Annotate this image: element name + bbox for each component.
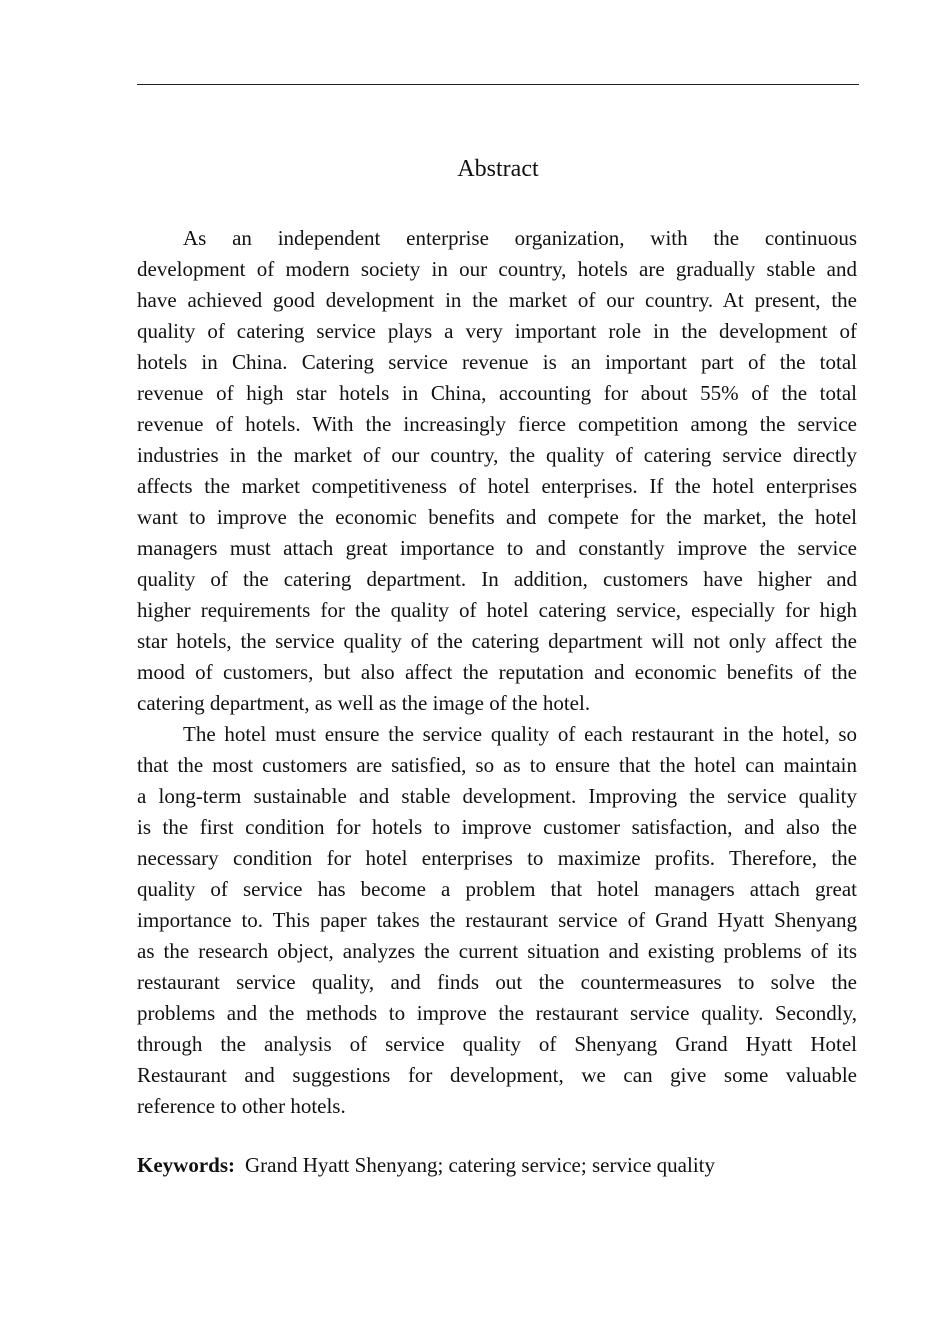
text-line: hotels in China. Catering service revenue is an important part of the total (137, 350, 857, 374)
text-line: a long-term sustainable and stable development. Improving the service quality (137, 784, 857, 808)
text-line: that the most customers are satisfied, so as to ensure that the hotel can maintain (137, 753, 857, 777)
text-line: The hotel must ensure the service quality of each restaurant in the hotel, so (183, 722, 857, 746)
text-line: higher requirements for the quality of hotel catering service, especially for high (137, 598, 857, 622)
text-line: affects the market competitiveness of hotel enterprises. If the hotel enterprises (137, 474, 857, 498)
text-line: star hotels, the service quality of the catering department will not only affect the (137, 629, 857, 653)
abstract-body (137, 223, 857, 1122)
text-line: development of modern society in our country, hotels are gradually stable and (137, 257, 857, 281)
paragraph (137, 223, 857, 719)
paragraph (137, 719, 857, 1122)
text-line: necessary condition for hotel enterprises to maximize profits. Therefore, the (137, 846, 857, 870)
text-line: want to improve the economic benefits and compete for the market, the hotel (137, 505, 857, 529)
header-rule (137, 84, 859, 85)
text-line: problems and the methods to improve the restaurant service quality. Secondly, (137, 1001, 857, 1025)
text-line: revenue of hotels. With the increasingly fierce competition among the service (137, 412, 857, 436)
text-line: As an independent enterprise organization, with the continuous (183, 226, 857, 250)
text-line: quality of service has become a problem that hotel managers attach great (137, 877, 857, 901)
text-line: revenue of high star hotels in China, accounting for about 55% of the total (137, 381, 857, 405)
text-line: as the research object, analyzes the current situation and existing problems of its (137, 939, 857, 963)
text-line: reference to other hotels. (137, 1094, 346, 1118)
text-line: quality of catering service plays a very important role in the development of (137, 319, 857, 343)
text-line: Restaurant and suggestions for development, we can give some valuable (137, 1063, 857, 1087)
text-line: is the first condition for hotels to improve customer satisfaction, and also the (137, 815, 857, 839)
text-line: restaurant service quality, and finds out the countermeasures to solve the (137, 970, 857, 994)
text-line: quality of the catering department. In addition, customers have higher and (137, 567, 857, 591)
keywords-label: Keywords: (137, 1153, 235, 1177)
keywords-line (137, 1150, 715, 1181)
text-line: catering department, as well as the image of the hotel. (137, 691, 591, 715)
keywords-value: Grand Hyatt Shenyang; catering service; service quality (245, 1153, 715, 1177)
text-line: have achieved good development in the market of our country. At present, the (137, 288, 857, 312)
abstract-title: Abstract (457, 156, 539, 182)
text-line: through the analysis of service quality of Shenyang Grand Hyatt Hotel (137, 1032, 857, 1056)
text-line: industries in the market of our country, the quality of catering service directly (137, 443, 857, 467)
text-line: importance to. This paper takes the restaurant service of Grand Hyatt Shenyang (137, 908, 857, 932)
text-line: mood of customers, but also affect the reputation and economic benefits of the (137, 660, 857, 684)
text-line: managers must attach great importance to and constantly improve the service (137, 536, 857, 560)
